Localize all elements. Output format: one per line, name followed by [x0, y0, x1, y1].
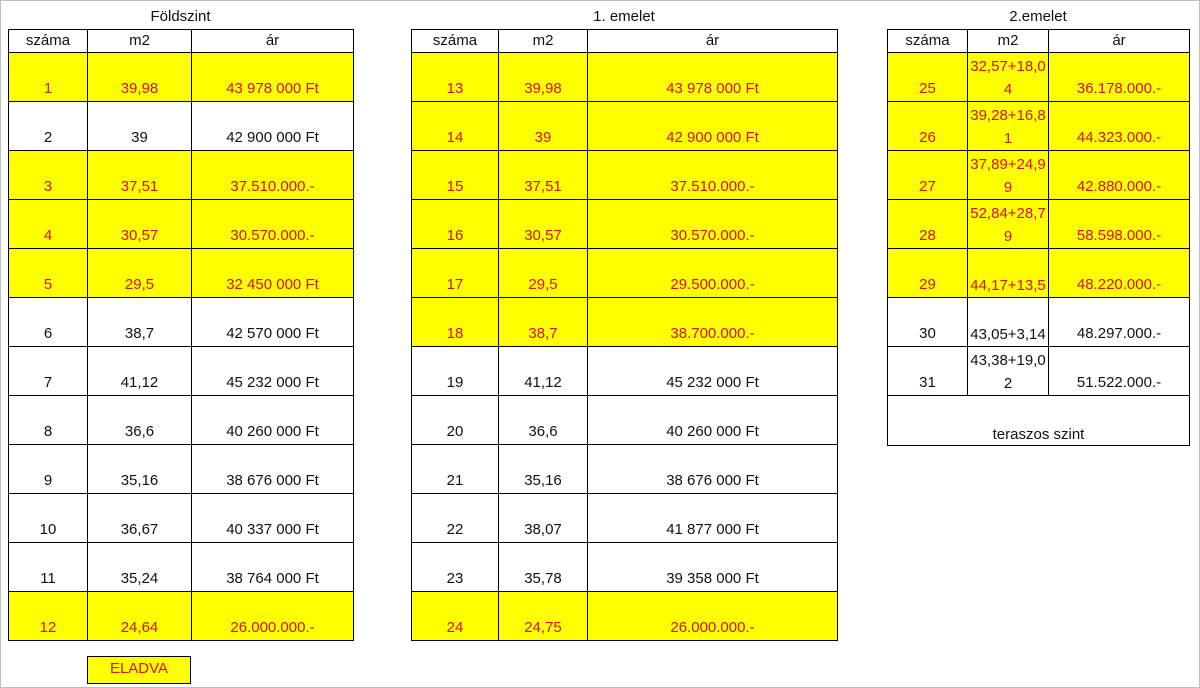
table-row [412, 151, 838, 200]
unit-area: 37,51 [88, 151, 192, 200]
unit-number: 27 [888, 151, 968, 200]
unit-number: 15 [412, 151, 499, 200]
first-floor-rows [412, 53, 838, 641]
unit-area: 39 [88, 102, 192, 151]
table-row [888, 200, 1190, 249]
table-row [412, 592, 838, 641]
unit-number: 3 [9, 151, 88, 200]
ground-floor-table [8, 29, 354, 641]
unit-area: 36,67 [88, 494, 192, 543]
table-row [412, 543, 838, 592]
header-row [888, 30, 1190, 53]
unit-price: 42.880.000.- [1049, 151, 1190, 200]
terrace-note: teraszos szint [888, 396, 1190, 446]
unit-area: 41,12 [499, 347, 588, 396]
table-row [9, 151, 354, 200]
table-row [412, 494, 838, 543]
second-floor-block [887, 29, 1190, 446]
first-floor-block [411, 29, 838, 641]
unit-area: 38,7 [88, 298, 192, 347]
table-row [9, 543, 354, 592]
unit-area: 24,64 [88, 592, 192, 641]
unit-price: 43 978 000 Ft [192, 53, 354, 102]
table-row [9, 347, 354, 396]
table-row [412, 249, 838, 298]
unit-price: 45 232 000 Ft [588, 347, 838, 396]
unit-area: 39 [499, 102, 588, 151]
header-area: m2 [88, 30, 192, 53]
unit-number: 13 [412, 53, 499, 102]
table-row [9, 102, 354, 151]
header-number: száma [9, 30, 88, 53]
sold-legend: ELADVA [87, 656, 191, 684]
unit-area: 39,28+16,81 [968, 102, 1049, 151]
unit-number: 9 [9, 445, 88, 494]
unit-area: 43,05+3,14 [968, 298, 1049, 347]
second-floor-rows [888, 53, 1190, 396]
header-row [412, 30, 838, 53]
unit-number: 12 [9, 592, 88, 641]
unit-number: 11 [9, 543, 88, 592]
unit-price: 37.510.000.- [588, 151, 838, 200]
table-row [888, 249, 1190, 298]
ground-floor-block [8, 29, 354, 641]
unit-number: 23 [412, 543, 499, 592]
ground-floor-title: Földszint [150, 8, 211, 25]
unit-price: 36.178.000.- [1049, 53, 1190, 102]
unit-number: 24 [412, 592, 499, 641]
unit-number: 20 [412, 396, 499, 445]
unit-price: 43 978 000 Ft [588, 53, 838, 102]
unit-price: 58.598.000.- [1049, 200, 1190, 249]
table-row [412, 396, 838, 445]
unit-price: 32 450 000 Ft [192, 249, 354, 298]
first-floor-title: 1. emelet [593, 8, 655, 25]
unit-area: 35,24 [88, 543, 192, 592]
unit-number: 17 [412, 249, 499, 298]
unit-price: 42 900 000 Ft [588, 102, 838, 151]
unit-price: 51.522.000.- [1049, 347, 1190, 396]
table-row [412, 200, 838, 249]
table-row [888, 347, 1190, 396]
header-price: ár [192, 30, 354, 53]
unit-area: 43,38+19,02 [968, 347, 1049, 396]
unit-area: 29,5 [499, 249, 588, 298]
unit-price: 26.000.000.- [588, 592, 838, 641]
header-number: száma [888, 30, 968, 53]
table-row [9, 494, 354, 543]
unit-area: 30,57 [499, 200, 588, 249]
unit-price: 41 877 000 Ft [588, 494, 838, 543]
first-floor-table [411, 29, 838, 641]
unit-area: 52,84+28,79 [968, 200, 1049, 249]
header-price: ár [1049, 30, 1190, 53]
unit-number: 2 [9, 102, 88, 151]
unit-number: 7 [9, 347, 88, 396]
unit-price: 30.570.000.- [588, 200, 838, 249]
table-row [412, 298, 838, 347]
unit-price: 29.500.000.- [588, 249, 838, 298]
unit-area: 37,51 [499, 151, 588, 200]
unit-area: 38,7 [499, 298, 588, 347]
table-row [9, 200, 354, 249]
unit-area: 39,98 [499, 53, 588, 102]
table-row [888, 102, 1190, 151]
unit-area: 32,57+18,04 [968, 53, 1049, 102]
unit-number: 5 [9, 249, 88, 298]
unit-number: 6 [9, 298, 88, 347]
unit-number: 22 [412, 494, 499, 543]
unit-number: 21 [412, 445, 499, 494]
header-price: ár [588, 30, 838, 53]
table-row [9, 445, 354, 494]
unit-number: 4 [9, 200, 88, 249]
unit-price: 42 570 000 Ft [192, 298, 354, 347]
unit-number: 29 [888, 249, 968, 298]
unit-number: 10 [9, 494, 88, 543]
table-row [9, 298, 354, 347]
second-floor-title: 2.emelet [1009, 8, 1067, 25]
unit-area: 36,6 [499, 396, 588, 445]
terrace-note-row [888, 396, 1190, 446]
unit-number: 30 [888, 298, 968, 347]
table-row [888, 151, 1190, 200]
unit-area: 44,17+13,5 [968, 249, 1049, 298]
unit-price: 26.000.000.- [192, 592, 354, 641]
unit-area: 37,89+24,99 [968, 151, 1049, 200]
unit-price: 38.700.000.- [588, 298, 838, 347]
unit-number: 14 [412, 102, 499, 151]
unit-number: 8 [9, 396, 88, 445]
unit-price: 40 260 000 Ft [192, 396, 354, 445]
unit-area: 36,6 [88, 396, 192, 445]
second-floor-table [887, 29, 1190, 446]
unit-area: 39,98 [88, 53, 192, 102]
table-row [412, 445, 838, 494]
unit-area: 38,07 [499, 494, 588, 543]
header-row [9, 30, 354, 53]
unit-area: 41,12 [88, 347, 192, 396]
unit-price: 38 676 000 Ft [192, 445, 354, 494]
unit-area: 35,16 [88, 445, 192, 494]
unit-number: 28 [888, 200, 968, 249]
unit-price: 37.510.000.- [192, 151, 354, 200]
table-row [9, 249, 354, 298]
table-row [9, 592, 354, 641]
unit-area: 29,5 [88, 249, 192, 298]
unit-number: 26 [888, 102, 968, 151]
unit-price: 44.323.000.- [1049, 102, 1190, 151]
header-area: m2 [968, 30, 1049, 53]
unit-area: 30,57 [88, 200, 192, 249]
unit-price: 38 676 000 Ft [588, 445, 838, 494]
unit-price: 48.297.000.- [1049, 298, 1190, 347]
unit-price: 42 900 000 Ft [192, 102, 354, 151]
unit-number: 18 [412, 298, 499, 347]
unit-number: 16 [412, 200, 499, 249]
unit-area: 24,75 [499, 592, 588, 641]
unit-number: 1 [9, 53, 88, 102]
unit-price: 48.220.000.- [1049, 249, 1190, 298]
unit-area: 35,16 [499, 445, 588, 494]
unit-price: 39 358 000 Ft [588, 543, 838, 592]
table-row [412, 347, 838, 396]
unit-number: 19 [412, 347, 499, 396]
unit-price: 45 232 000 Ft [192, 347, 354, 396]
table-row [412, 102, 838, 151]
unit-price: 40 337 000 Ft [192, 494, 354, 543]
table-row [412, 53, 838, 102]
unit-price: 38 764 000 Ft [192, 543, 354, 592]
unit-price: 30.570.000.- [192, 200, 354, 249]
table-row [9, 53, 354, 102]
unit-price: 40 260 000 Ft [588, 396, 838, 445]
table-row [888, 298, 1190, 347]
unit-number: 25 [888, 53, 968, 102]
table-row [9, 396, 354, 445]
unit-area: 35,78 [499, 543, 588, 592]
table-row [888, 53, 1190, 102]
unit-number: 31 [888, 347, 968, 396]
header-number: száma [412, 30, 499, 53]
header-area: m2 [499, 30, 588, 53]
ground-floor-rows [9, 53, 354, 641]
